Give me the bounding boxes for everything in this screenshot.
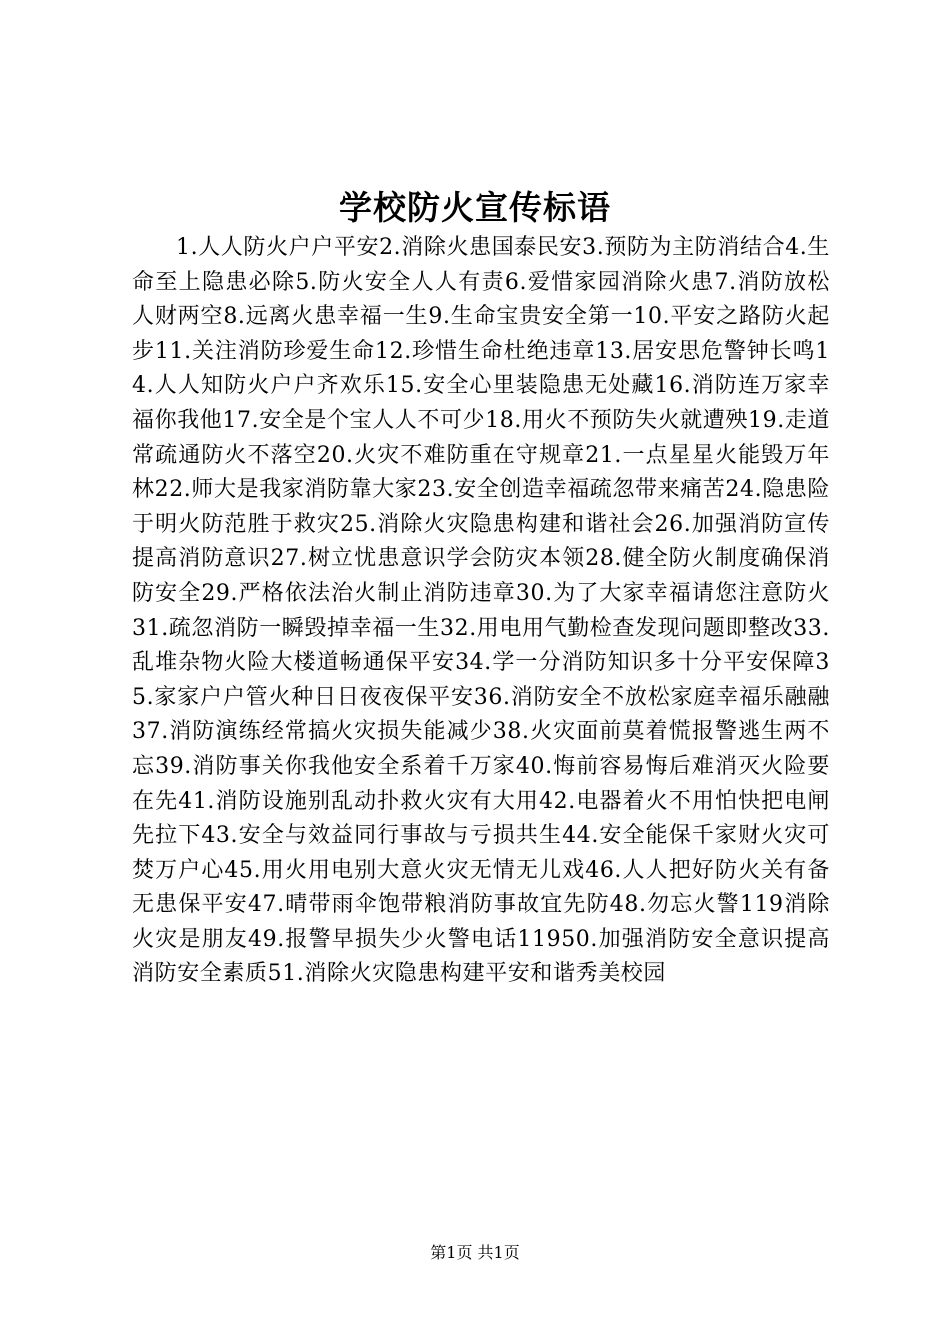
- page-number-label: 第1页 共1页: [430, 1243, 520, 1262]
- page-footer: [0, 1242, 950, 1264]
- slogan-paragraph: 1.人人防火户户平安2.消除火患国泰民安3.预防为主防消结合4.生命至上隐患必除5.防火安全人人有责6.爱惜家园消除火患7.消防放松人财两空8.远离火患幸福一生9.生命宝贵安全第一10.平安之路防火起步11.关注消防珍爱生命12.珍惜生命杜绝违章13.居安思危警钟长鸣14.人人知防火户户齐欢乐15.安全心里装隐患无处藏16.消防连万家幸福你我他17.安全是个宝人人不可少18.用火不预防失火就遭殃19.走道常疏通防火不落空20.火灾不难防重在守规章21.一点星星火能毁万年林22.师大是我家消防靠大家23.安全创造幸福疏忽带来痛苦24.隐患险于明火防范胜于救灾25.消除火灾隐患构建和谐社会26.加强消防宣传提高消防意识27.树立忧患意识学会防灾本领28.健全防火制度确保消防安全29.严格依法治火制止消防违章30.为了大家幸福请您注意防火31.疏忽消防一瞬毁掉幸福一生32.用电用气勤检查发现问题即整改33.乱堆杂物火险大楼道畅通保平安34.学一分消防知识多十分平安保障35.家家户户管火种日日夜夜保平安36.消防安全不放松家庭幸福乐融融37.消防演练经常搞火灾损失能减少38.火灾面前莫着慌报警逃生两不忘39.消防事关你我他安全系着千万家40.悔前容易悔后难消灭火险要在先41.消防设施别乱动扑救火灾有大用42.电器着火不用怕快把电闸先拉下43.安全与效益同行事故与亏损共生44.安全能保千家财火灾可焚万户心45.用火用电别大意火灾无情无儿戏46.人人把好防火关有备无患保平安47.晴带雨伞饱带粮消防事故宜先防48.勿忘火警119消除火灾是朋友49.报警早损失少火警电话11950.加强消防安全意识提高消防安全素质51.消除火灾隐患构建平安和谐秀美校园: [132, 235, 830, 987]
- document-title: 学校防火宣传标语: [339, 188, 611, 227]
